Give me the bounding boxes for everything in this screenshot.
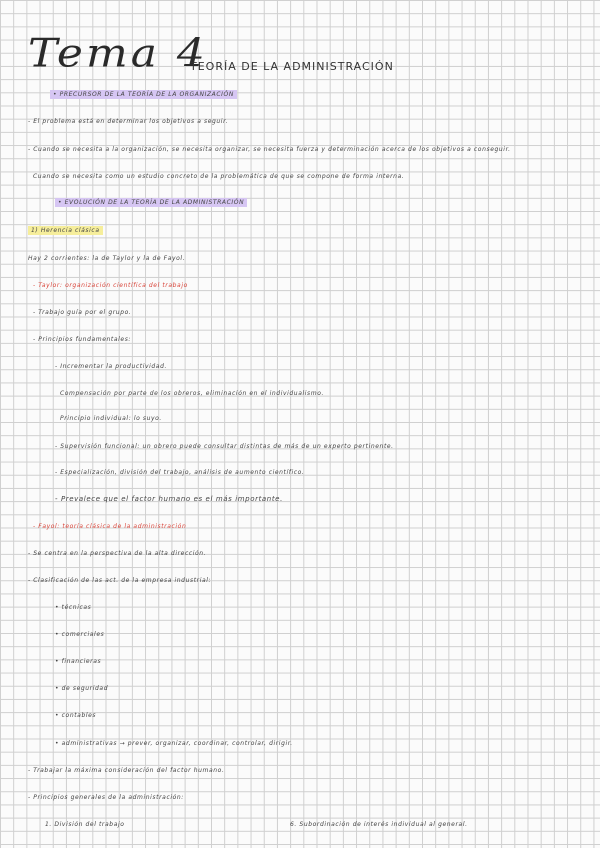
note-line: Compensación por parte de los obreros, eliminación en el individualismo. — [60, 390, 324, 397]
note-line: - Trabajo guía por el grupo. — [33, 309, 132, 316]
note-line: 1. División del trabajo — [45, 821, 125, 828]
note-line: - Supervisión funcional: un obrero puede consultar distintas de más de un experto pertinente. — [55, 443, 394, 450]
note-line: • PRECURSOR DE LA TEORÍA DE LA ORGANIZACIÓN — [50, 91, 237, 98]
note-line: - Fayol: teoría clásica de la administración — [33, 523, 187, 530]
note-line: • técnicas — [55, 604, 92, 611]
page-title: Tema 4 — [28, 30, 208, 77]
note-line: - El problema está en determinar los objetivos a seguir. — [28, 118, 229, 125]
note-line: • administrativas → prever, organizar, coordinar, controlar, dirigir. — [55, 740, 293, 747]
note-line: - Principios generales de la administración: — [28, 794, 184, 801]
note-line: - Trabajar la máxima consideración del factor humano. — [28, 767, 225, 774]
note-line: 6. Subordinación de interés individual al general. — [290, 821, 468, 828]
note-line: - Prevalece que el factor humano es el más importante. — [55, 495, 283, 503]
note-line: • financieras — [55, 658, 102, 665]
note-line: • de seguridad — [55, 685, 109, 692]
note-line: • contables — [55, 712, 97, 719]
note-line: - Taylor: organización científica del trabajo — [33, 282, 188, 289]
note-line: - Se centra en la perspectiva de la alta dirección. — [28, 550, 207, 557]
page-subtitle: TEORÍA DE LA ADMINISTRACIÓN — [190, 60, 394, 73]
note-line: Hay 2 corrientes: la de Taylor y la de Fayol. — [28, 255, 186, 262]
note-line: - Especialización, división del trabajo, análisis de aumento científico. — [55, 469, 305, 476]
note-line: 1) Herencia clásica — [28, 227, 103, 234]
note-line: Cuando se necesita como un estudio concreto de la problemática de que se compone de forma interna. — [33, 173, 405, 180]
note-line: - Clasificación de las act. de la empresa industrial: — [28, 577, 212, 584]
note-line: • EVOLUCIÓN DE LA TEORÍA DE LA ADMINISTRACIÓN — [55, 199, 247, 206]
note-line: - Incrementar la productividad. — [55, 363, 167, 370]
note-line: • comerciales — [55, 631, 105, 638]
note-line: - Principios fundamentales: — [33, 336, 132, 343]
note-line: - Cuando se necesita a la organización, se necesita organizar, se necesita fuerza y determinación acerca de los objetivos a conseguir. — [28, 146, 511, 153]
note-line: Principio individual: lo suyo. — [60, 415, 162, 422]
